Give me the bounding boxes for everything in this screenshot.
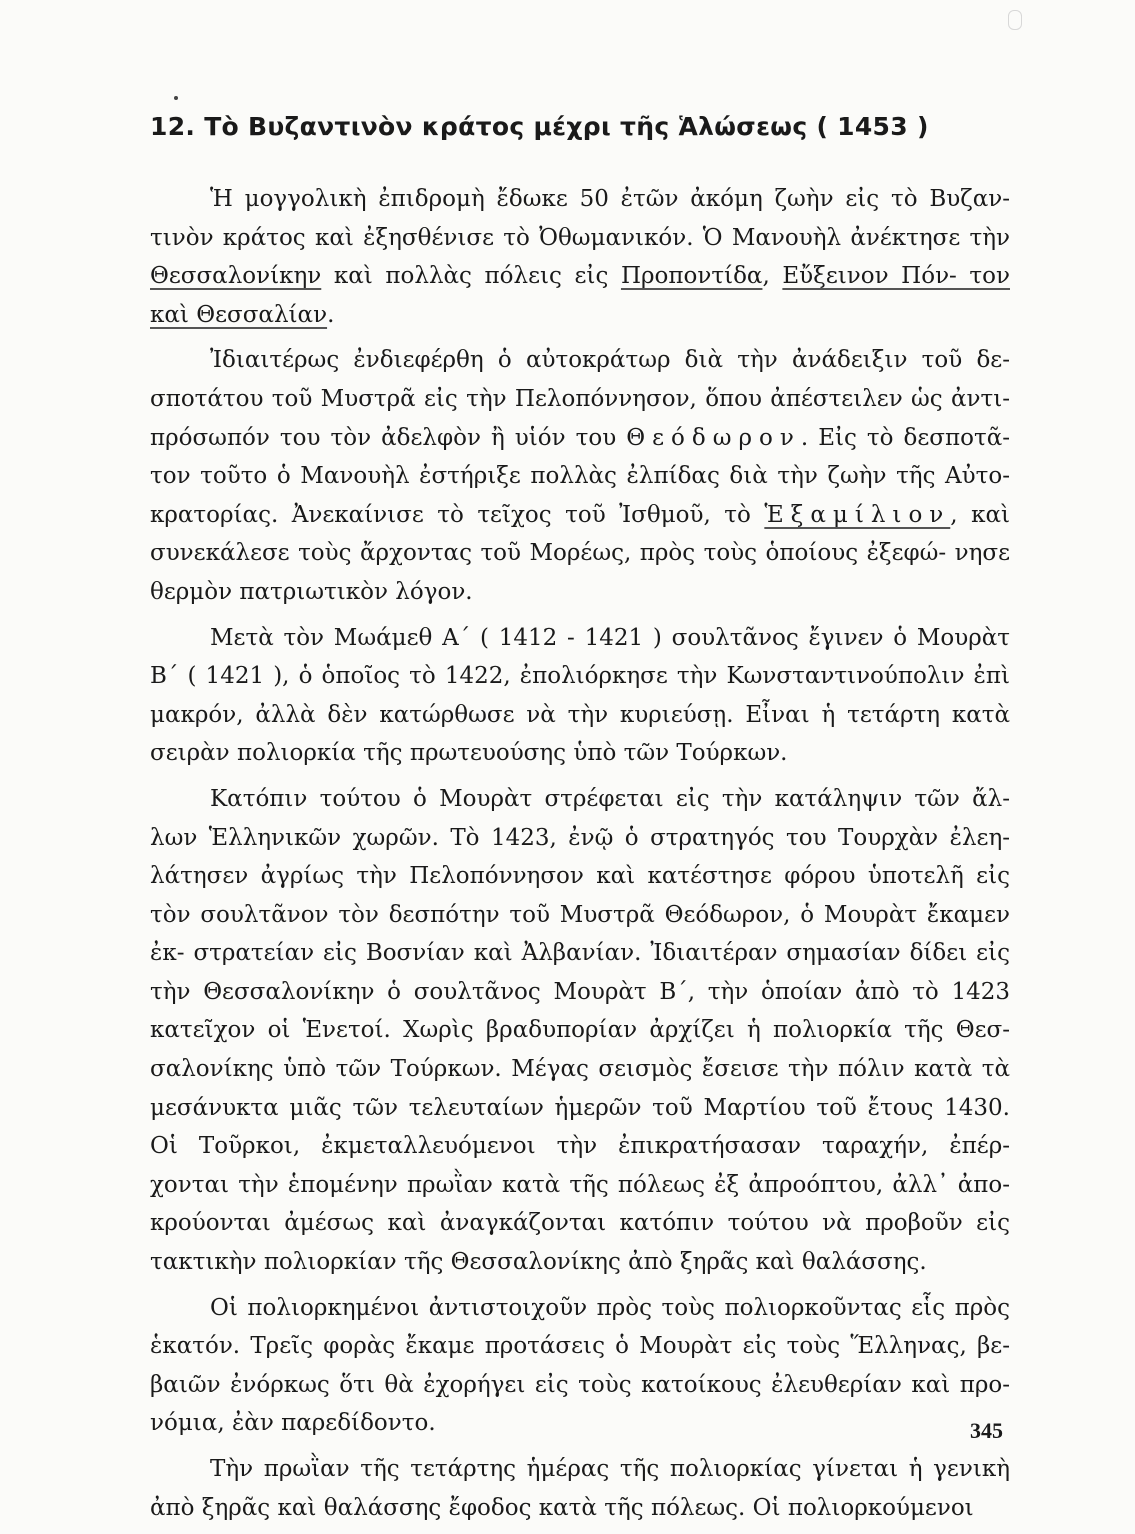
underlined-propontis: Προποντίδα: [620, 263, 763, 290]
underlined-thessaloniki: Θεσσαλονίκην: [150, 263, 322, 290]
paragraph-2: Ἰδιαιτέρως ἐνδιεφέρθη ὁ αὐτοκράτωρ διὰ τὴν ἀνάδειξιν τοῦ δε- σποτάτου τοῦ Μυστρᾶ εἰς τὴν Πελοπόννησον, ὅπου ἀπέστειλεν ὡς ἀντι- πρόσωπόν του τὸν ἀδελφὸν ἢ υἱόν του Θεόδωρον. Εἰς τὸ δεσποτᾶ- τον τοῦτο ὁ Μανουὴλ ἐστήριξε πολλὰς ἐλπίδας διὰ τὴν ζωὴν τῆς Αὐτο- κρατορίας. Ἀνεκαίνισε τὸ τεῖχος τοῦ Ἰσθμοῦ, τὸ Ἑξαμίλιον, καὶ συνεκάλεσε τοὺς ἄρχοντας τοῦ Μορέως, πρὸς τοὺς ὁποίους ἐξεφώ- νησε θερμὸν πατριωτικὸν λόγον.: [150, 347, 1010, 605]
page-number: 345: [970, 1418, 1003, 1443]
ink-dot: [174, 96, 178, 100]
paragraph-3: Μετὰ τὸν Μωάμεθ Α΄ ( 1412 - 1421 ) σουλτᾶνος ἔγινεν ὁ Μουρὰτ Β΄ ( 1421 ), ὁ ὁποῖος τὸ 1422, ἐπολιόρκησε τὴν Κωνσταντινούπολιν ἐπὶ μακρόν, ἀλλὰ δὲν κατώρθωσε νὰ τὴν κυριεύσῃ. Εἶναι ἡ τετάρτη κατὰ σειρὰν πολιορκία τῆς πρωτευούσης ὑπὸ τῶν Τούρκων.: [150, 624, 1010, 767]
paragraph-5: Οἱ πολιορκημένοι ἀντιστοιχοῦν πρὸς τοὺς πολιορκοῦντας εἷς πρὸς ἑκατόν. Τρεῖς φορὰς ἔκαμε προτάσεις ὁ Μουρὰτ εἰς τοὺς Ἕλληνας, βε- βαιῶν ἐνόρκως ὅτι θὰ ἐχορήγει εἰς τοὺς κατοίκους ἐλευθερίαν καὶ προ- νόμια, ἐὰν παρεδίδοντο.: [150, 1294, 1010, 1437]
underlined-hexamilion: Ἑξαμίλιον: [764, 501, 951, 528]
paragraph-6: Τὴν πρωῒαν τῆς τετάρτης ἡμέρας τῆς πολιορκίας γίνεται ἡ γενικὴ ἀπὸ ξηρᾶς καὶ θαλάσσης ἔφοδος κατὰ τῆς πόλεως. Οἱ πολιορκούμενοι: [150, 1456, 1010, 1521]
paragraph-4: Κατόπιν τούτου ὁ Μουρὰτ στρέφεται εἰς τὴν κατάληψιν τῶν ἄλ- λων Ἑλληνικῶν χωρῶν. Τὸ 1423, ἐνῷ ὁ στρατηγός του Τουρχὰν ἐλεη- λάτησεν ἀγρίως τὴν Πελοπόννησον καὶ κατέστησε φόρου ὑποτελῆ εἰς τὸν σουλτᾶνον τὸν δεσπότην τοῦ Μυστρᾶ Θεόδωρον, ὁ Μουρὰτ ἔκαμεν ἐκ- στρατείαν εἰς Βοσνίαν καὶ Ἀλβανίαν. Ἰδιαιτέραν σημασίαν δίδει εἰς τὴν Θεσσαλονίκην ὁ σουλτᾶνος Μουρὰτ Β΄, τὴν ὁποίαν ἀπὸ τὸ 1423 κατεῖχον οἱ Ἑνετοί. Χωρὶς βραδυπορίαν ἀρχίζει ἡ πολιορκία τῆς Θεσ- σαλονίκης ὑπὸ τῶν Τούρκων. Μέγας σεισμὸς ἔσεισε τὴν πόλιν κατὰ τὰ μεσάνυκτα μιᾶς τῶν τελευταίων ἡμερῶν τοῦ Μαρτίου τοῦ ἔτους 1430. Οἱ Τοῦρκοι, ἐκμεταλλευόμενοι τὴν ἐπικρατήσασαν ταραχήν, ἐπέρ- χονται τὴν ἑπομένην πρωῒαν κατὰ τῆς πόλεως ἐξ ἀπροόπτου, ἀλλ᾽ ἀπο- κρούονται ἀμέσως καὶ ἀναγκάζονται κατόπιν τούτου νὰ προβοῦν εἰς τακτικὴν πολιορκίαν τῆς Θεσσαλονίκης ἀπὸ ξηρᾶς καὶ θαλάσσης.: [150, 785, 1010, 1276]
underlined-euxeinos-pontos: Εὔξεινον Πόν- τον καὶ Θεσσαλίαν: [150, 263, 1010, 328]
section-heading: 12. Τὸ Βυζαντινὸν κράτος μέχρι τῆς Ἁλώσεως ( 1453 ): [150, 112, 929, 141]
paragraph-1: Ἡ μογγολικὴ ἐπιδρομὴ ἔδωκε 50 ἐτῶν ἀκόμη ζωὴν εἰς τὸ Βυζαν- τινὸν κράτος καὶ ἐξησθένισε τὸ Ὀθωμανικόν. Ὁ Μανουὴλ ἀνέκτησε τὴν Θεσσαλονίκην καὶ πολλὰς πόλεις εἰς Προποντίδα, Εὔξεινον Πόν- τον καὶ Θεσσαλίαν.: [150, 186, 1010, 328]
spaced-name-theodoros: Θεόδωρον: [626, 424, 801, 451]
body-text: [150, 180, 1010, 1534]
pencil-mark: [1008, 10, 1022, 30]
